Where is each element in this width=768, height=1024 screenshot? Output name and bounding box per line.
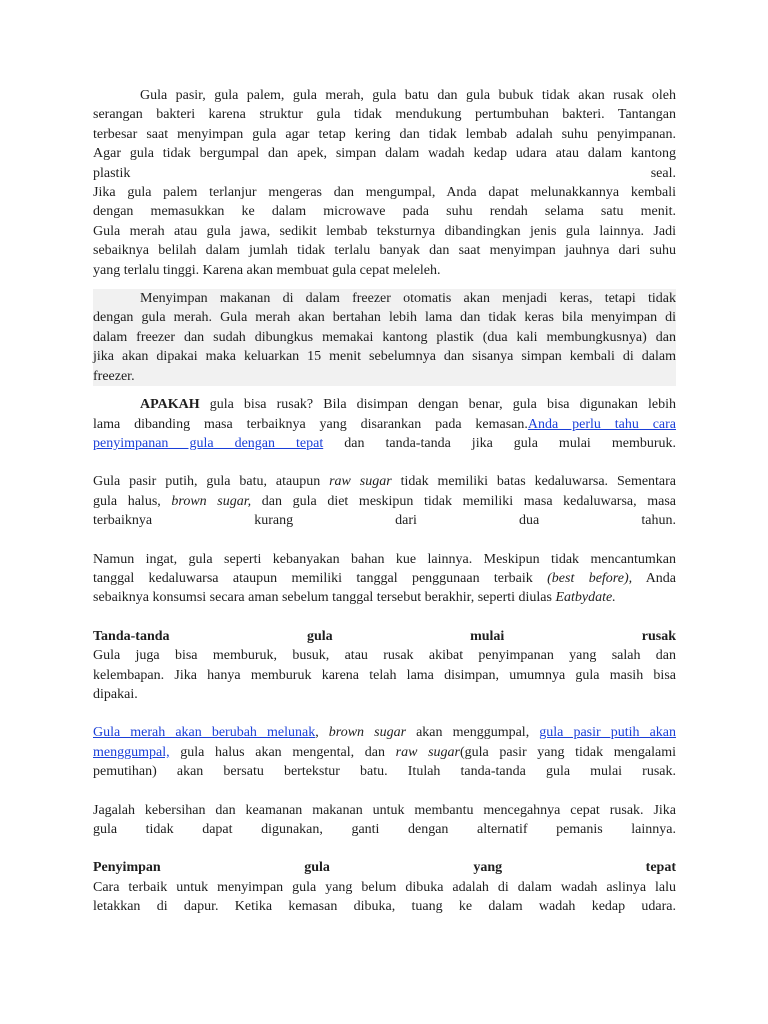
text-span: sebaiknya konsumsi secara aman sebelum tanggal tersebut berakhir, seperti diulas <box>93 590 552 606</box>
text-line: freezer. <box>93 368 135 384</box>
text-span: dan gula diet meskipun tidak memiliki masa kedaluwarsa, masa <box>261 493 677 509</box>
text-span: dan tanda-tanda jika gula mulai memburuk. <box>344 435 676 451</box>
text-line <box>93 164 676 183</box>
italic-term: raw sugar <box>395 744 460 760</box>
text-line: Gula pasir, gula palem, gula merah, gula batu dan gula bubuk tidak akan rusak oleh <box>140 88 676 103</box>
paragraph-sugar-changes <box>93 723 676 781</box>
italic-term: Eatbydate. <box>555 590 616 606</box>
text-line: Gula juga bisa memburuk, busuk, atau rusak akibat penyimpanan yang salah dan <box>93 648 676 664</box>
italic-term: brown sugar <box>328 725 407 741</box>
text-line: dengan gula merah. Gula merah akan bertahan lebih lama dan tidak keras bila menyimpan di <box>93 310 676 326</box>
text-word: tidak <box>145 822 174 837</box>
text-line <box>93 472 676 491</box>
text-line <box>93 492 676 511</box>
text-line: dipakai. <box>93 686 138 702</box>
text-line: yang terlalu tinggi. Karena akan membuat gula cepat meleleh. <box>93 262 441 278</box>
link-brown-sugar-softens[interactable]: Gula merah akan berubah melunak <box>93 725 316 741</box>
heading-word: rusak <box>641 628 676 644</box>
text-line: Namun ingat, gula seperti kebanyakan bahan kue lainnya. Meskipun tidak mencantumkan <box>93 551 676 567</box>
link-storage-tips[interactable]: Anda perlu tahu cara <box>527 416 677 432</box>
text-line: Gula merah atau gula jawa, sedikit lembab teksturnya dibandingkan jenis gula lainnya. Jadi <box>93 223 676 239</box>
text-line: dengan memasukkan ke dalam microwave pada suhu rendah selama satu menit. <box>93 204 676 220</box>
text-word: seal. <box>650 165 676 181</box>
text-word: kurang <box>254 513 294 529</box>
paragraph-spoilage <box>93 646 676 704</box>
text-line <box>93 588 676 607</box>
text-span: , <box>315 725 319 741</box>
heading-word: tepat <box>645 860 676 876</box>
text-span: tanggal kedaluwarsa ataupun memiliki tanggal penggunaan terbaik <box>93 570 533 586</box>
document-page <box>93 86 676 917</box>
text-line <box>93 723 676 742</box>
link-storage-tips-cont[interactable]: penyimpanan gula dengan tepat <box>93 435 324 451</box>
text-line: jika akan dipakai maka keluarkan 15 menit sebelumnya dan sisanya simpan kembali di dalam <box>93 349 676 365</box>
text-word: dapat <box>202 822 233 837</box>
italic-term: (best before), <box>547 570 633 586</box>
text-span: akan menggumpal, <box>416 725 530 741</box>
heading-word: gula <box>304 860 330 876</box>
text-word: gula <box>93 822 118 837</box>
heading-word: mulai <box>470 628 505 644</box>
text-line: Cara terbaik untuk menyimpan gula yang belum dibuka adalah di dalam wadah aslinya lalu <box>93 879 676 895</box>
text-span: Gula pasir putih, gula batu, ataupun <box>93 474 321 490</box>
paragraph-best-before <box>93 550 676 608</box>
text-word: pemanis <box>556 822 603 837</box>
italic-term: brown sugar, <box>171 493 252 509</box>
text-span: (gula pasir yang tidak mengalami <box>460 744 677 760</box>
heading-signs-of-spoilage <box>93 627 676 646</box>
text-line: kelembapan. Jika hanya memburuk karena telah lama disimpan, umumnya gula masih bisa <box>93 667 676 683</box>
text-word: dari <box>395 513 417 529</box>
text-word: dengan <box>408 822 449 837</box>
text-line <box>93 511 676 530</box>
heading-proper-storage <box>93 858 676 877</box>
text-word: tahun. <box>641 513 676 529</box>
text-line: dalam freezer dan sudah dibungkus memakai kantong plastik (dua kali membungkusnya) dan <box>93 329 676 345</box>
italic-term: raw sugar <box>329 474 392 490</box>
text-line: terbesar saat menyimpan gula agar tetap kering dan tidak lembab adalah suhu penyimpanan. <box>93 126 676 142</box>
text-word: alternatif <box>476 822 528 837</box>
link-white-sugar-clumps-cont[interactable]: menggumpal, <box>93 744 170 760</box>
text-span: gula halus, <box>93 493 161 509</box>
text-line: Jika gula palem terlanjur mengeras dan mengumpal, Anda dapat melunakkannya kembali <box>93 185 676 201</box>
link-white-sugar-clumps[interactable]: gula pasir putih akan <box>539 725 677 741</box>
paragraph-hygiene <box>93 801 676 840</box>
text-line: letakkan di dapur. Ketika kemasan dibuka, tuang ke dalam wadah kedap udara. <box>93 899 676 915</box>
paragraph-freezer <box>93 289 676 386</box>
text-line: Jagalah kebersihan dan keamanan makanan untuk membantu mencegahnya cepat rusak. Jika <box>93 802 676 818</box>
text-word: lainnya. <box>631 822 676 837</box>
text-line: pemutihan) akan bersatu bertekstur batu. Itulah tanda-tanda gula mulai rusak. <box>93 764 676 780</box>
heading-word: Penyimpan <box>93 860 161 876</box>
text-span: lama dibanding masa terbaiknya yang disarankan pada kemasan. <box>93 416 528 432</box>
text-line <box>93 415 676 434</box>
text-word: dua <box>519 513 540 529</box>
text-line <box>93 743 676 762</box>
text-line: serangan bakteri karena struktur gula tidak mendukung pertumbuhan bakteri. Tantangan <box>93 107 676 123</box>
text-span: gula halus akan mengental, dan <box>180 744 385 760</box>
text-span: tidak memiliki batas kedaluwarsa. Sementara <box>400 474 677 490</box>
paragraph-storage-method <box>93 878 676 917</box>
text-word: plastik <box>93 165 131 181</box>
heading-word: Tanda-tanda <box>93 628 170 644</box>
text-span: Anda <box>645 570 677 586</box>
text-line <box>93 820 676 839</box>
heading-word: yang <box>473 860 503 876</box>
text-word: ganti <box>351 822 380 837</box>
heading-word: gula <box>306 628 333 644</box>
text-line: Menyimpan makanan di dalam freezer otomatis akan menjadi keras, tetapi tidak <box>140 291 676 307</box>
paragraph-sugar-types <box>93 86 676 280</box>
text-line <box>93 569 676 588</box>
text-word: digunakan, <box>261 822 323 837</box>
bold-word: APAKAH <box>140 397 200 413</box>
text-word: terbaiknya <box>93 513 153 529</box>
text-line: Agar gula tidak bergumpal dan apek, simpan dalam wadah kedap udara atau dalam kantong <box>93 146 676 162</box>
paragraph-apakah <box>93 395 676 453</box>
text-line: sebaiknya belilah dalam jumlah tidak terlalu banyak dan saat menyimpan jauhnya dari suhu <box>93 243 676 259</box>
text-line <box>93 395 676 414</box>
text-line <box>93 434 676 453</box>
paragraph-expiry <box>93 472 676 530</box>
text-span: gula bisa rusak? Bila disimpan dengan benar, gula bisa digunakan lebih <box>209 397 677 413</box>
